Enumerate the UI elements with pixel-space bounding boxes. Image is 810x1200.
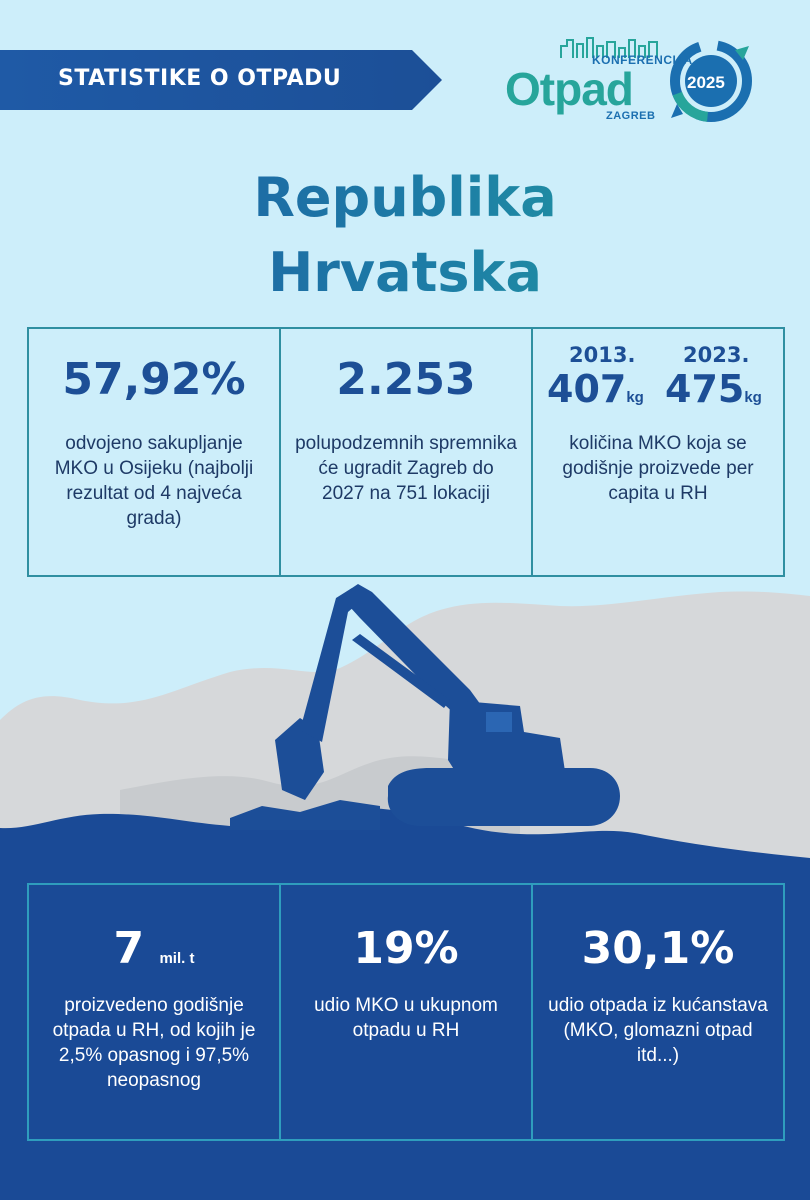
value: 7 (113, 923, 145, 974)
page-title (0, 160, 810, 310)
stat-description: udio otpada iz kućanstava (MKO, glomazni otpad itd...) (548, 995, 768, 1066)
year-label-a: 2013. (569, 343, 636, 367)
stat-description: proizvedeno godišnje otpada u RH, od kojih je 2,5% opasnog i 97,5% neopasnog (52, 995, 256, 1091)
stat-cell-household-share (531, 885, 783, 1139)
title-line-1: Republika (253, 166, 557, 229)
stat-cell-mko-share (279, 885, 531, 1139)
logo-bottom-text: ZAGREB (606, 110, 656, 122)
banner-text: STATISTIKE O OTPADU (58, 66, 342, 91)
year-comparison (533, 339, 783, 419)
stat-value: 19% (353, 923, 459, 974)
year-value-b (665, 367, 762, 411)
logo-top-text: KONFERENCIJA (592, 53, 693, 67)
title-line-2: Hrvatska (268, 241, 542, 304)
stat-description: odvojeno sakupljanje MKO u Osijeku (najbolji rezultat od 4 najveća grada) (54, 433, 254, 529)
stat-description: udio MKO u ukupnom otpadu u RH (314, 995, 498, 1041)
value-a: 407 (547, 367, 627, 411)
stat-cell-per-capita (531, 329, 783, 575)
stat-cell-annual-waste (29, 885, 279, 1139)
year-label-b: 2023. (683, 343, 750, 367)
logo-year: 2025 (687, 73, 725, 92)
year-value-a (547, 367, 644, 411)
stat-value: 30,1% (581, 923, 735, 974)
unit-b: kg (744, 389, 762, 406)
value-b: 475 (665, 367, 745, 411)
unit-a: kg (626, 389, 644, 406)
stat-description: polupodzemnih spremnika će ugradit Zagreb do 2027 na 751 lokaciji (295, 433, 517, 504)
stats-grid-bottom (27, 883, 785, 1141)
unit: mil. t (159, 950, 195, 967)
stat-value (29, 923, 279, 974)
stat-cell-containers (279, 329, 531, 575)
logo-name: Otpad (505, 63, 633, 115)
stat-value: 2.253 (336, 354, 476, 405)
stat-cell-separate-collection (29, 329, 279, 575)
stat-value: 57,92% (62, 354, 246, 405)
stats-grid-top (27, 327, 785, 577)
stat-description: količina MKO koja se godišnje proizvede per capita u RH (562, 433, 754, 504)
